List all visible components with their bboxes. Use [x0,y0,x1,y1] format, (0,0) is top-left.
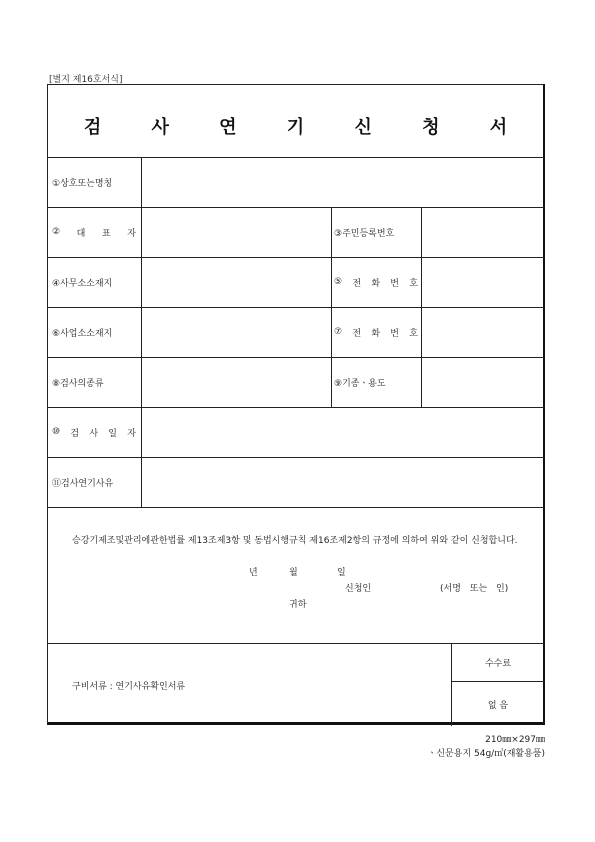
label-model-usage: ⑨기종ㆍ용도 [334,378,386,389]
postpone-reason-field[interactable] [142,458,544,507]
form-frame [47,84,545,725]
resident-number-field[interactable] [422,208,544,257]
paper-size: 210㎜×297㎜ [485,735,545,745]
label-postpone-reason: ⑪검사연기사유 [52,478,114,489]
business-name-field[interactable] [142,158,544,207]
date-year-label: 년 [249,568,258,578]
label-business-name: ①상호또는명칭 [52,178,113,189]
office-address-field[interactable] [142,258,331,307]
inspection-date-field[interactable] [142,408,544,457]
fee-label: 수수료 [484,658,512,669]
site-address-field[interactable] [142,308,331,357]
required-documents: 구비서류 : 연기사유확인서류 [72,682,186,692]
form-number: [별지 제16호서식] [49,75,123,85]
statement-text: 승강기제조및관리에관한법률 제13조제3항 및 동법시행규칙 제16조제2항의 규정에 의하여 위와 같이 신청합니다. [72,536,518,546]
representative-field[interactable] [142,208,331,257]
office-phone-field[interactable] [422,258,544,307]
paper-type: ㆍ신문용지 54g/㎡(재활용품) [427,749,545,759]
applicant-label: 신청인 [345,584,372,594]
label-inspection-type: ⑧검사의종류 [52,378,104,389]
model-usage-field[interactable] [422,358,544,407]
label-site-address: ⑥사업소소재지 [52,328,113,339]
label-inspection-date: ⑩ 검 사 일 자 [52,427,136,439]
fee-value: 없 음 [487,700,509,711]
label-office-phone: ⑤ 전 화 번 호 [334,277,418,289]
recipient-label: 귀하 [289,600,307,610]
label-site-phone: ⑦ 전 화 번 호 [334,327,418,339]
page-title: 검 사 연 기 신 청 서 [83,117,530,138]
label-representative: ② 대 표 자 [52,227,136,239]
date-day-label: 일 [337,568,346,578]
label-resident-number: ③주민등록번호 [334,228,395,239]
label-office-address: ④사무소소재지 [52,278,113,289]
date-month-label: 월 [289,568,298,578]
inspection-type-field[interactable] [142,358,331,407]
site-phone-field[interactable] [422,308,544,357]
signature-label: (서명 또는 인) [440,584,509,594]
